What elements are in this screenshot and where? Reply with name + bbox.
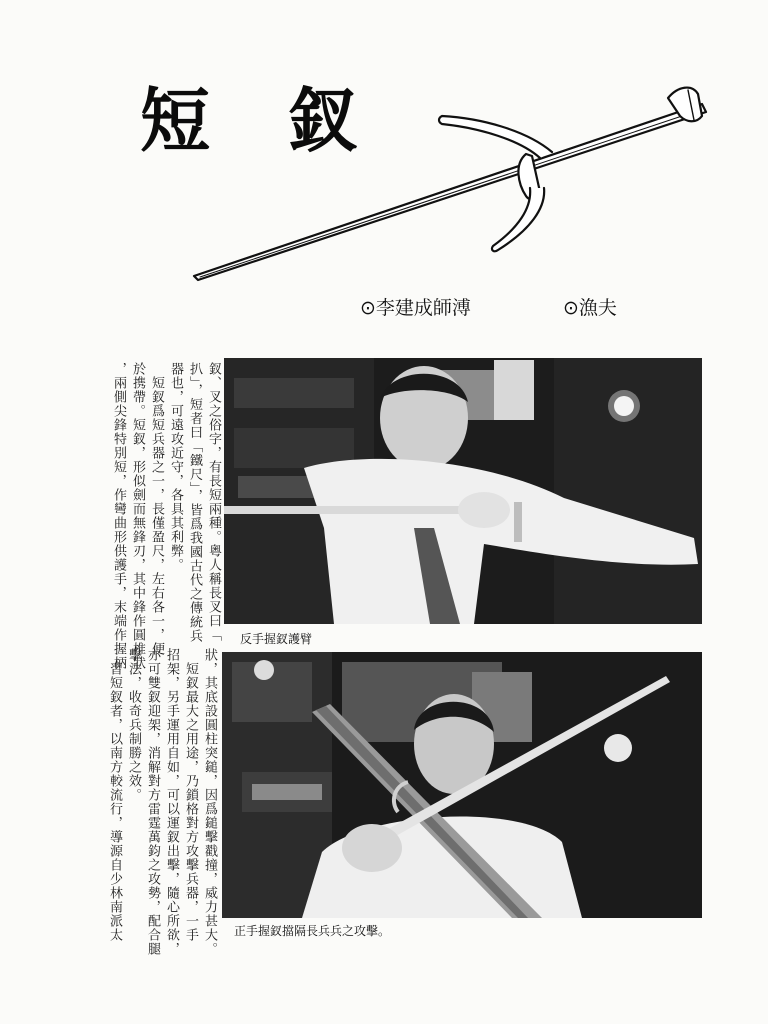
text-column: 短釵最大之用途，乃鎖格對方攻擊兵器，一手: [183, 648, 198, 942]
article-text-upper: [110, 362, 221, 670]
sai-illustration: [180, 80, 710, 290]
photo2-caption: 正手握釵擋隔長兵兵之攻擊。: [234, 924, 391, 938]
title-char-1: 短: [140, 80, 210, 162]
text-column: 擊法，收奇兵制勝之效。: [126, 648, 141, 802]
text-column: 短釵爲短兵器之一，長僅盈尺，左右各一，便: [149, 362, 164, 656]
text-column: 器也，可遠攻近守，各具其利弊。: [168, 362, 183, 572]
text-column: 狀，其底設圓柱突鎚，因爲鎚擊戳撞，威力甚大。: [202, 648, 217, 956]
writer-byline: ⊙漁夫: [563, 297, 617, 319]
text-column: 釵、叉之俗字，有長短兩種。粵人稱長叉曰「: [206, 362, 221, 642]
text-column: ，兩側尖鋒特別短，作彎曲形供護手，末端作握柄: [111, 362, 126, 670]
author-byline: ⊙李建成師溥: [360, 297, 471, 319]
photo-reverse-grip: [224, 358, 702, 624]
text-column: 於携帶。短釵，形似劍而無鋒刃，其中鋒作圓椎狀: [130, 362, 145, 670]
photo1-caption: 反手握釵護臂: [240, 632, 313, 646]
article-text-lower: [96, 648, 217, 956]
text-column: 招架，另手運用自如，可以運釵出擊，隨心所欲，: [164, 648, 179, 956]
title-char-2: 釵: [288, 80, 358, 162]
text-column: 亦可雙釵迎架，消解對方雷霆萬鈞之攻勢，配合腿: [145, 648, 160, 956]
photo-forehand-grip: [222, 652, 702, 918]
text-column: 習短釵者，以南方較流行，導源自少林南派太: [107, 648, 122, 942]
text-column: 扒」，短者曰「鐵尺」，皆爲我國古代之傳統兵: [187, 362, 202, 643]
